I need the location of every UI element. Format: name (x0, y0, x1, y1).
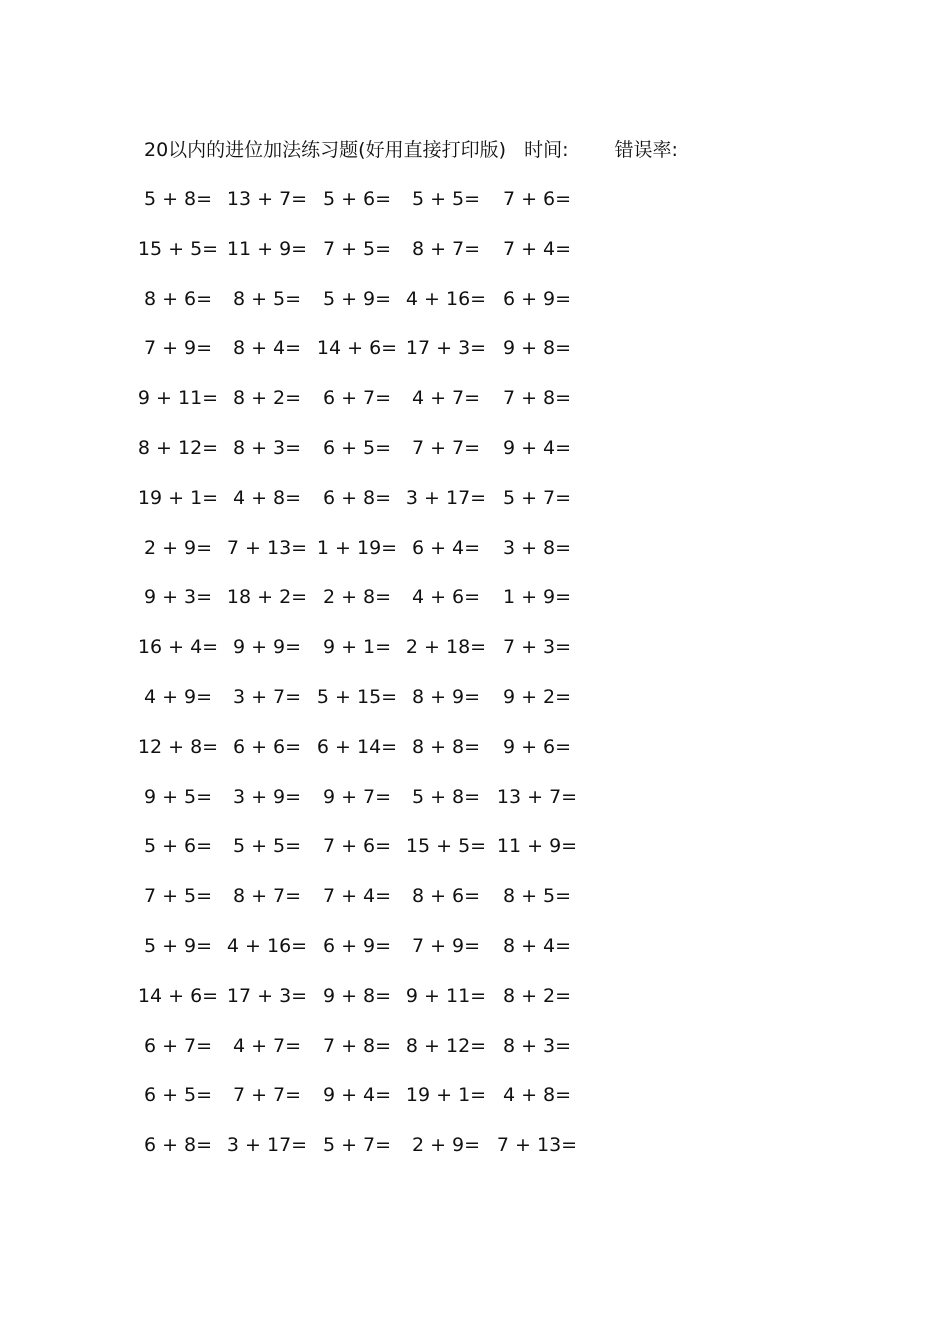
addition-problem: 9 + 1= (322, 636, 392, 659)
addition-problem: 7 + 13= (226, 536, 308, 559)
addition-problem: 5 + 9= (322, 287, 392, 310)
addition-problem: 7 + 5= (143, 885, 213, 908)
time-label: 时间: (524, 139, 569, 161)
addition-problem: 8 + 12= (405, 1034, 487, 1057)
addition-problem: 9 + 11= (137, 387, 219, 410)
addition-problem: 17 + 3= (226, 984, 308, 1007)
addition-problem: 8 + 4= (502, 935, 572, 957)
addition-problem: 8 + 5= (502, 885, 572, 908)
addition-problem: 4 + 7= (411, 387, 481, 410)
addition-problem: 3 + 9= (232, 785, 302, 808)
addition-problem: 7 + 13= (496, 1134, 578, 1157)
addition-problem: 5 + 15= (316, 686, 398, 708)
addition-problem: 9 + 9= (232, 636, 302, 659)
addition-problem: 15 + 5= (405, 835, 487, 858)
addition-problem: 4 + 16= (405, 287, 487, 310)
addition-problem: 9 + 4= (322, 1084, 392, 1107)
addition-problem: 9 + 8= (322, 984, 392, 1007)
addition-problem: 2 + 9= (143, 536, 213, 559)
addition-problem: 8 + 6= (411, 885, 481, 908)
addition-problem: 15 + 5= (137, 237, 219, 260)
addition-problem: 7 + 5= (322, 237, 392, 260)
addition-problem: 7 + 8= (322, 1034, 392, 1057)
addition-problem: 3 + 17= (405, 486, 487, 509)
addition-problem: 11 + 9= (226, 237, 308, 260)
addition-problem: 4 + 16= (226, 935, 308, 957)
addition-problem: 3 + 17= (226, 1134, 308, 1157)
addition-problem: 8 + 3= (502, 1034, 572, 1057)
addition-problem: 5 + 9= (143, 935, 213, 957)
addition-problem: 7 + 6= (322, 835, 392, 858)
addition-problem: 4 + 6= (411, 586, 481, 609)
addition-problem: 4 + 8= (502, 1084, 572, 1107)
addition-problem: 2 + 9= (411, 1134, 481, 1157)
addition-problem: 5 + 6= (322, 188, 392, 210)
addition-problem: 5 + 8= (143, 188, 213, 210)
addition-problem: 7 + 4= (322, 885, 392, 908)
addition-problem: 1 + 19= (316, 536, 398, 559)
addition-problem: 8 + 4= (232, 337, 302, 360)
worksheet-header (144, 137, 678, 163)
addition-problem: 7 + 9= (411, 935, 481, 957)
addition-problem: 14 + 6= (316, 337, 398, 360)
addition-problem: 6 + 6= (232, 735, 302, 758)
addition-problem: 6 + 9= (502, 287, 572, 310)
addition-problem: 5 + 6= (143, 835, 213, 858)
addition-problem: 5 + 5= (411, 188, 481, 210)
addition-problem: 7 + 3= (502, 636, 572, 659)
addition-problem: 9 + 11= (405, 984, 487, 1007)
addition-problem: 14 + 6= (137, 984, 219, 1007)
addition-problem: 17 + 3= (405, 337, 487, 360)
addition-problem: 5 + 7= (322, 1134, 392, 1157)
addition-problem: 1 + 9= (502, 586, 572, 609)
addition-problem: 6 + 4= (411, 536, 481, 559)
addition-problem: 9 + 6= (502, 735, 572, 758)
addition-problem: 9 + 4= (502, 437, 572, 459)
addition-problem: 3 + 7= (232, 686, 302, 708)
addition-problem: 8 + 2= (232, 387, 302, 410)
addition-problem: 7 + 6= (502, 188, 572, 210)
addition-problem: 6 + 5= (143, 1084, 213, 1107)
addition-problem: 7 + 8= (502, 387, 572, 410)
addition-problem: 8 + 6= (143, 287, 213, 310)
addition-problem: 2 + 18= (405, 636, 487, 659)
addition-problem: 4 + 9= (143, 686, 213, 708)
addition-problem: 6 + 9= (322, 935, 392, 957)
addition-problem: 4 + 8= (232, 486, 302, 509)
addition-problem: 6 + 5= (322, 437, 392, 459)
addition-problem: 16 + 4= (137, 636, 219, 659)
addition-problem: 11 + 9= (496, 835, 578, 858)
addition-problem: 9 + 7= (322, 785, 392, 808)
addition-problem: 8 + 2= (502, 984, 572, 1007)
addition-problem: 7 + 9= (143, 337, 213, 360)
addition-problem: 18 + 2= (226, 586, 308, 609)
page-title: 20以内的进位加法练习题(好用直接打印版) (144, 139, 507, 161)
addition-problem: 12 + 8= (137, 735, 219, 758)
addition-problem: 3 + 8= (502, 536, 572, 559)
addition-problem: 7 + 7= (411, 437, 481, 459)
addition-problem: 8 + 3= (232, 437, 302, 459)
addition-problem: 5 + 8= (411, 785, 481, 808)
addition-problem: 8 + 7= (411, 237, 481, 260)
addition-problem: 2 + 8= (322, 586, 392, 609)
addition-problem: 9 + 3= (143, 586, 213, 609)
addition-problem: 8 + 12= (137, 437, 219, 459)
error-rate-label: 错误率: (614, 139, 678, 161)
addition-problem: 8 + 7= (232, 885, 302, 908)
addition-problem: 7 + 7= (232, 1084, 302, 1107)
addition-problem: 9 + 5= (143, 785, 213, 808)
addition-problem: 9 + 2= (502, 686, 572, 708)
addition-problem: 7 + 4= (502, 237, 572, 260)
addition-problem: 6 + 8= (322, 486, 392, 509)
addition-problem: 13 + 7= (496, 785, 578, 808)
addition-problem: 19 + 1= (137, 486, 219, 509)
addition-problem: 8 + 9= (411, 686, 481, 708)
addition-problem: 13 + 7= (226, 188, 308, 210)
addition-problem: 4 + 7= (232, 1034, 302, 1057)
addition-problem: 8 + 8= (411, 735, 481, 758)
addition-problem: 6 + 8= (143, 1134, 213, 1157)
addition-problem: 6 + 7= (322, 387, 392, 410)
addition-problem: 5 + 7= (502, 486, 572, 509)
addition-problem: 19 + 1= (405, 1084, 487, 1107)
addition-problem: 5 + 5= (232, 835, 302, 858)
addition-problem: 6 + 7= (143, 1034, 213, 1057)
addition-problem: 8 + 5= (232, 287, 302, 310)
addition-problem: 6 + 14= (316, 735, 398, 758)
addition-problem: 9 + 8= (502, 337, 572, 360)
